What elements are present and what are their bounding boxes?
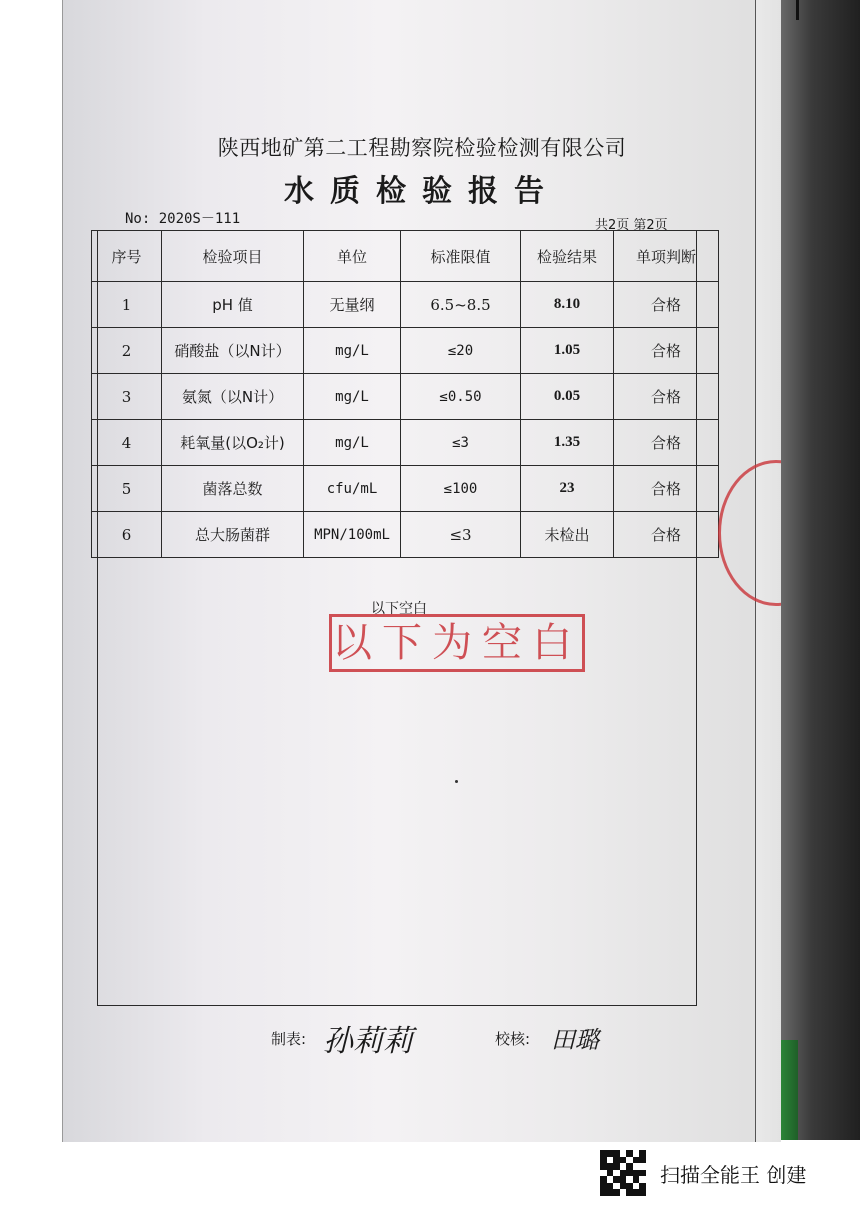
edge-mark — [796, 0, 799, 20]
row-number: 6 — [92, 512, 162, 558]
table-row — [92, 374, 719, 420]
report-number: No: 2020S－111 — [125, 211, 241, 227]
checked-by-signature: 田璐 — [551, 1026, 599, 1054]
test-result: 8.10 — [521, 282, 614, 328]
page-margin-left — [0, 0, 62, 1140]
photo-backdrop — [780, 0, 860, 1140]
test-item: 耗氧量(以O₂计) — [162, 420, 304, 466]
column-header: 检验项目 — [162, 231, 304, 282]
background-object — [778, 1040, 798, 1140]
column-header: 序号 — [92, 231, 162, 282]
unit: mg/L — [304, 420, 401, 466]
test-item: 氨氮（以N计） — [162, 374, 304, 420]
test-item: 硝酸盐（以N计） — [162, 328, 304, 374]
table-row — [92, 282, 719, 328]
unit: mg/L — [304, 328, 401, 374]
test-result: 未检出 — [521, 512, 614, 558]
results-table — [91, 230, 719, 558]
prepared-by-signature: 孙莉莉 — [323, 1024, 413, 1059]
row-number: 5 — [92, 466, 162, 512]
column-header: 检验结果 — [521, 231, 614, 282]
unit: mg/L — [304, 374, 401, 420]
company-name: 陕西地矿第二工程勘察院检验检测有限公司 — [217, 136, 627, 160]
report-sheet — [62, 0, 781, 1142]
blank-note: 以下空白 — [371, 601, 427, 617]
table-row — [92, 466, 719, 512]
test-item: 总大肠菌群 — [162, 512, 304, 558]
column-header: 标准限值 — [401, 231, 521, 282]
official-seal-icon — [718, 460, 781, 606]
test-item: pH 值 — [162, 282, 304, 328]
test-item: 菌落总数 — [162, 466, 304, 512]
table-row — [92, 420, 719, 466]
standard-limit: ≤0.50 — [401, 374, 521, 420]
row-number: 1 — [92, 282, 162, 328]
row-number: 3 — [92, 374, 162, 420]
table-row — [92, 512, 719, 558]
row-number: 4 — [92, 420, 162, 466]
qr-code-icon — [600, 1150, 646, 1196]
test-result: 1.35 — [521, 420, 614, 466]
checked-by-label: 校核: — [495, 1030, 531, 1048]
column-header: 单项判断 — [614, 231, 719, 282]
standard-limit: ≤20 — [401, 328, 521, 374]
report-title: 水质检验报告 — [284, 174, 560, 209]
test-result: 1.05 — [521, 328, 614, 374]
standard-limit: ≤100 — [401, 466, 521, 512]
standard-limit: 6.5~8.5 — [401, 282, 521, 328]
speck — [455, 780, 458, 783]
judgment: 合格 — [614, 466, 719, 512]
unit: MPN/100mL — [304, 512, 401, 558]
page-indicator: 共2页 第2页 — [595, 218, 668, 233]
unit: cfu/mL — [304, 466, 401, 512]
blank-stamp: 以下为空白 — [329, 614, 585, 672]
row-number: 2 — [92, 328, 162, 374]
judgment: 合格 — [614, 420, 719, 466]
scanner-brand-text: 扫描全能王 创建 — [660, 1162, 807, 1187]
column-header: 单位 — [304, 231, 401, 282]
standard-limit: ≤3 — [401, 512, 521, 558]
scanner-watermark — [600, 1148, 806, 1198]
test-result: 23 — [521, 466, 614, 512]
judgment: 合格 — [614, 328, 719, 374]
prepared-by-label: 制表: — [271, 1030, 307, 1048]
standard-limit: ≤3 — [401, 420, 521, 466]
table-row — [92, 328, 719, 374]
judgment: 合格 — [614, 374, 719, 420]
judgment: 合格 — [614, 282, 719, 328]
unit: 无量纲 — [304, 282, 401, 328]
judgment: 合格 — [614, 512, 719, 558]
table-header-row — [92, 231, 719, 282]
test-result: 0.05 — [521, 374, 614, 420]
